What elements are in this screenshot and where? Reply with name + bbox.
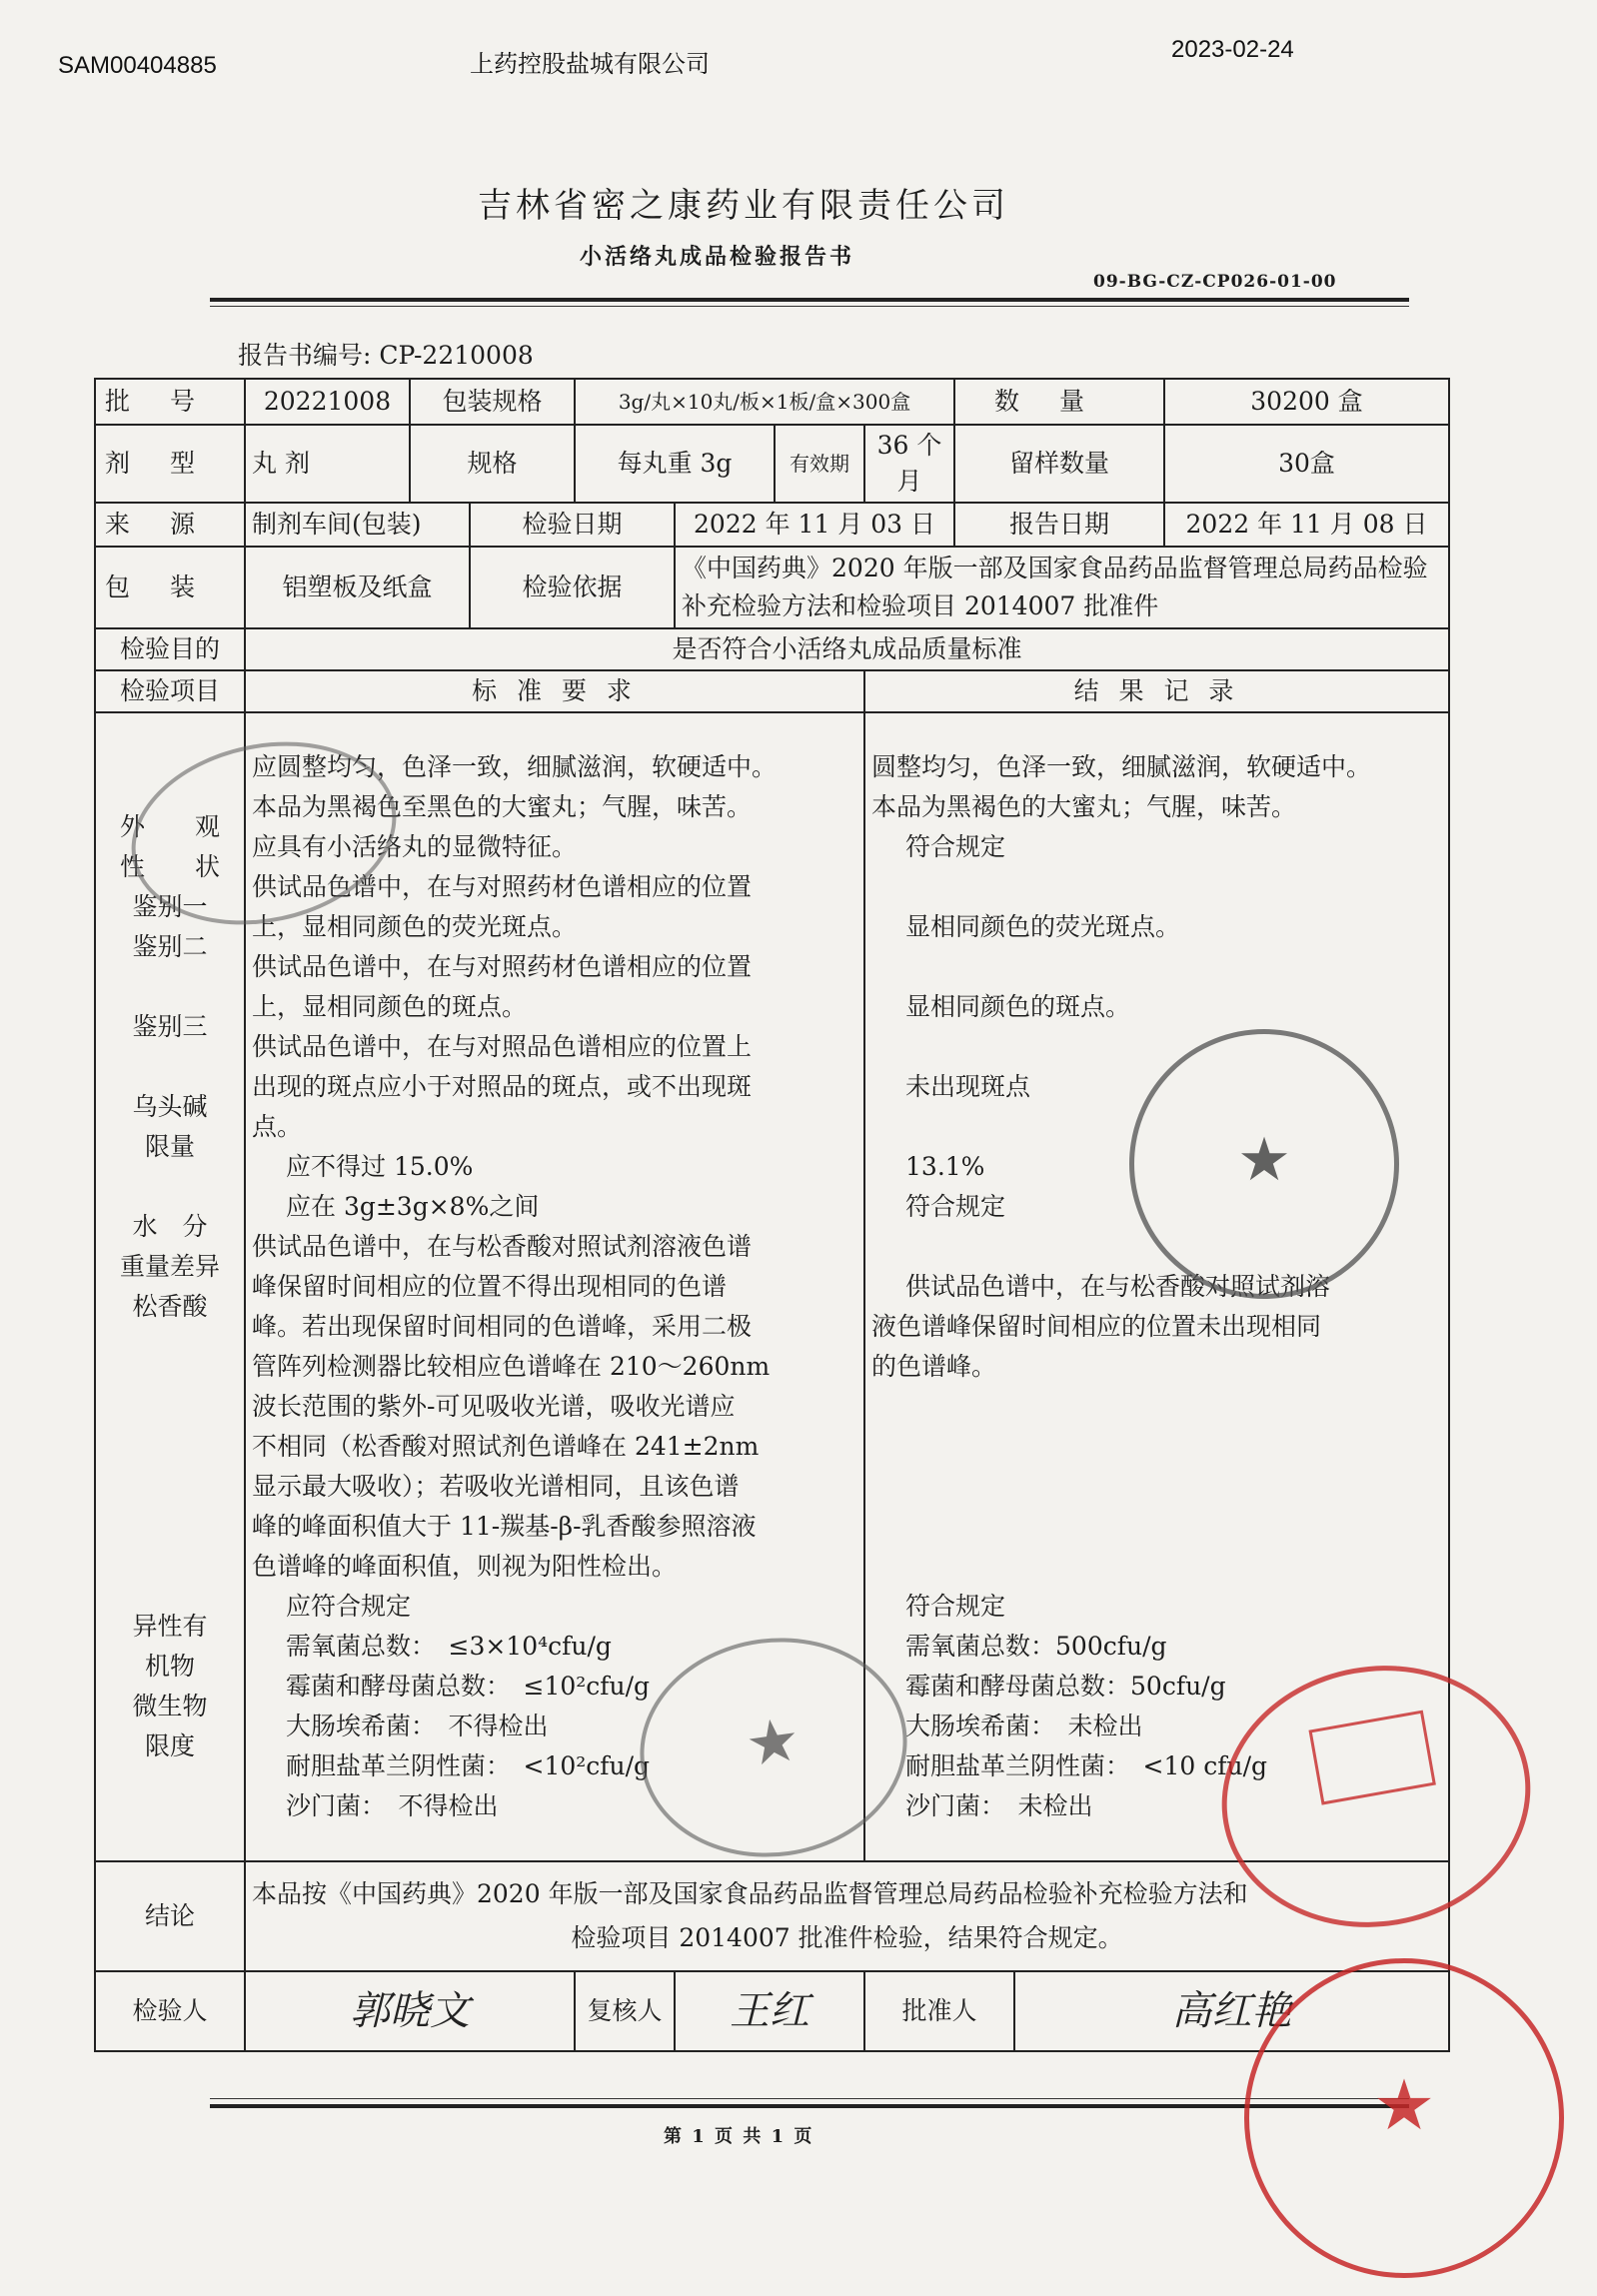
reviewer-signature: 王红	[675, 1971, 864, 2051]
source-value: 制剂车间(包装)	[245, 503, 470, 547]
page-number: 第 1 页 共 1 页	[664, 2126, 814, 2147]
row-purpose: 检验目的 是否符合小活络丸成品质量标准	[95, 628, 1449, 670]
report-subtitle: 小活络丸成品检验报告书	[580, 244, 855, 270]
document-code: 09-BG-CZ-CP026-01-00	[1093, 272, 1337, 292]
inspector-signature: 郭晓文	[245, 1971, 575, 2051]
report-number-value: CP-2210008	[379, 341, 534, 370]
purpose-value: 是否符合小活络丸成品质量标准	[245, 628, 1449, 670]
pack-spec-value: 3g/丸×10丸/板×1板/盒×300盒	[575, 379, 954, 425]
standard-requirements: 应圆整均匀，色泽一致，细腻滋润，软硬适中。 本品为黑褐色至黑色的大蜜丸；气腥，味苦。 应具有小活络丸的显微特征。 供试品色谱中，在与对照药材色谱相应的位置 上，显相同颜色的荧光斑点。 供试品色谱中，在与对照药材色谱相应的位置 上，显相同颜色的斑点。 供试品色谱中，在与对照品色谱相应的位置上 出现的斑点应小于对照品的斑点，或不出现斑 点。 应不得过 15.0% 应在 3g±3g×8%之间 供试品色谱中，在与松香酸对照试剂溶液色谱 峰保留时间相应的位置不得出现相同的色谱 峰。若出现保留时间相同的色谱峰，采用二极 管阵列检测器比较相应色谱峰在 210～260nm 波长范围的紫外-可见吸收光谱，吸收光谱应 不相同（松香酸对照试剂色谱峰在 241±2nm 显示最大吸收）；若吸收光谱相同，且该色谱 峰的峰面积值大于 11-羰基-β-乳香酸参照溶液 色谱峰的峰面积值，则视为阳性检出。 应符合规定 需氧菌总数： ≤3×10⁴cfu/g 霉菌和酵母菌总数： ≤10²cfu/g 大肠埃希菌： 不得检出 耐胆盐革兰阴性菌： <10²cfu/g 沙门菌： 不得检出	[245, 712, 864, 1861]
approver-signature: 高红艳	[1014, 1971, 1449, 2051]
form-value: 丸 剂	[245, 425, 410, 503]
star-icon: ★	[1237, 1125, 1291, 1195]
standard-header: 标 准 要 求	[245, 670, 864, 712]
title-rule	[210, 298, 1409, 302]
result-records: 圆整均匀，色泽一致，细腻滋润，软硬适中。 本品为黑褐色的大蜜丸；气腥，味苦。 符合规定 显相同颜色的荧光斑点。 显相同颜色的斑点。 未出现斑点 13.1% 符合规定 供试品色谱中，在与松香酸对照试剂溶 液色谱峰保留时间相应的位置未出现相同 的色谱峰。 符合规定 需氧菌总数：500cfu/g 霉菌和酵母菌总数：50cfu/g 大肠埃希菌： 未检出 耐胆盐革兰阴性菌： <10 cfu/g 沙门菌： 未检出	[864, 712, 1449, 1861]
title-rule-thin	[210, 306, 1409, 307]
basis-value: 《中国药典》2020 年版一部及国家食品药品监督管理总局药品检验补充检验方法和检验项目 2014007 批准件	[675, 547, 1449, 628]
row-headers: 检验项目 标 准 要 求 结 果 记 录	[95, 670, 1449, 712]
footer-rule	[210, 2104, 1409, 2108]
report-number: 报告书编号: CP-2210008	[238, 341, 534, 370]
row-source: 来源 制剂车间(包装) 检验日期 2022 年 11 月 03 日 报告日期 2022 年 11 月 08 日	[95, 503, 1449, 547]
row-items	[95, 712, 1449, 1861]
spec-value: 每丸重 3g	[575, 425, 775, 503]
recipient-company: 上药控股盐城有限公司	[470, 51, 710, 78]
star-icon: ★	[741, 1704, 804, 1781]
packaging-value: 铝塑板及纸盒	[245, 547, 470, 628]
validity-value: 36 个月	[864, 425, 954, 503]
footer-rule-thin	[210, 2098, 1409, 2099]
report-date-value: 2022 年 11 月 08 日	[1164, 503, 1449, 547]
inspection-table	[94, 378, 1450, 2052]
retain-value: 30盒	[1164, 425, 1449, 503]
row-signatures: 检验人 郭晓文 复核人 王红 批准人 高红艳	[95, 1971, 1449, 2051]
row-packaging: 包装 铝塑板及纸盒 检验依据 《中国药典》2020 年版一部及国家食品药品监督管理总局药品检验补充检验方法和检验项目 2014007 批准件	[95, 547, 1449, 628]
conclusion-text: 本品按《中国药典》2020 年版一部及国家食品药品监督管理总局药品检验补充检验方法和 检验项目 2014007 批准件检验，结果符合规定。	[245, 1861, 1449, 1971]
row-batch: 批号 20221008 包装规格 3g/丸×10丸/板×1板/盒×300盒 数量 30200 盒	[95, 379, 1449, 425]
row-form: 剂型 丸 剂 规格 每丸重 3g 有效期 36 个月 留样数量 30盒	[95, 425, 1449, 503]
sample-id: SAM00404885	[58, 52, 217, 79]
test-date-value: 2022 年 11 月 03 日	[675, 503, 954, 547]
star-icon: ★	[1372, 2064, 1436, 2146]
batch-value: 20221008	[245, 379, 410, 425]
header-date: 2023-02-24	[1171, 36, 1294, 63]
result-header: 结 果 记 录	[864, 670, 1449, 712]
item-labels: 外 观 性 状 鉴别一 鉴别二 鉴别三 乌头碱 限量 水 分 重量差异 松香酸 异性有 机物 微生物 限度	[95, 712, 245, 1861]
row-conclusion: 结论 本品按《中国药典》2020 年版一部及国家食品药品监督管理总局药品检验补充检验方法和 检验项目 2014007 批准件检验，结果符合规定。	[95, 1861, 1449, 1971]
company-title: 吉林省密之康药业有限责任公司	[478, 186, 1009, 226]
qty-value: 30200 盒	[1164, 379, 1449, 425]
